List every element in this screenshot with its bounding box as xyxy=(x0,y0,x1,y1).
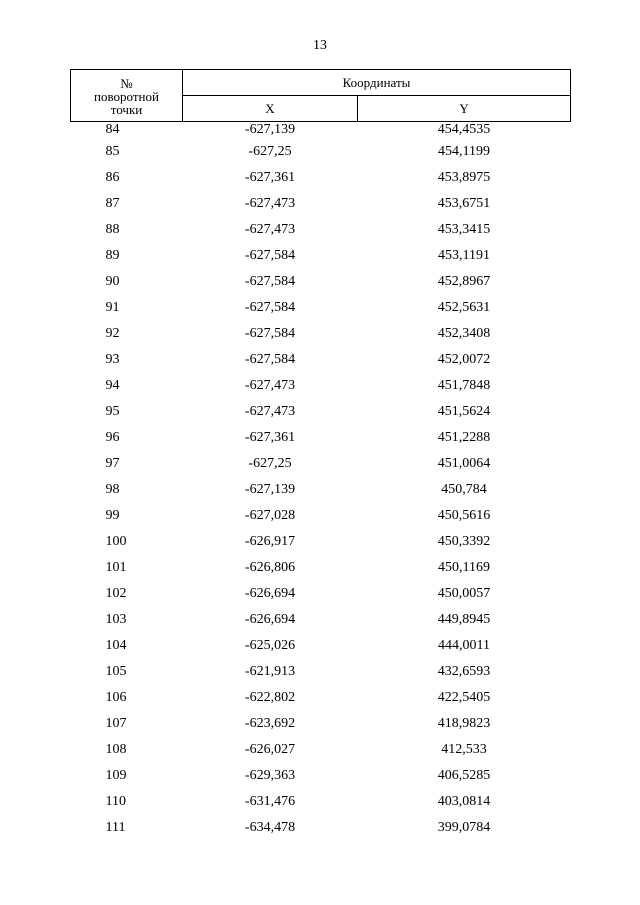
y-coordinate-cell: 450,3392 xyxy=(437,534,491,549)
x-coordinate-cell: -627,584 xyxy=(244,352,296,367)
point-number-cell: 84 xyxy=(105,122,120,137)
point-number-cell: 95 xyxy=(105,404,120,419)
x-coordinate-cell: -621,913 xyxy=(244,664,296,679)
x-coordinate-cell: -627,361 xyxy=(244,430,296,445)
point-number-cell: 111 xyxy=(105,820,126,835)
table-row xyxy=(71,763,571,789)
y-coordinate-cell: 450,1169 xyxy=(438,560,490,575)
table-row xyxy=(71,399,571,425)
point-number-cell: 99 xyxy=(105,508,120,523)
point-number-cell: 109 xyxy=(105,768,127,783)
table-row xyxy=(71,269,571,295)
point-number-cell: 106 xyxy=(105,690,127,705)
point-number-cell: 92 xyxy=(105,326,120,341)
point-number-cell: 97 xyxy=(105,456,120,471)
y-coordinate-cell: 453,6751 xyxy=(437,196,491,211)
x-coordinate-cell: -627,584 xyxy=(244,326,296,341)
x-coordinate-cell: -627,25 xyxy=(248,144,292,159)
point-number-cell: 88 xyxy=(105,222,120,237)
x-coordinate-cell: -626,694 xyxy=(244,612,296,627)
table-row xyxy=(71,737,571,763)
x-coordinate-cell: -627,473 xyxy=(244,196,296,211)
table-row xyxy=(71,165,571,191)
y-coordinate-cell: 444,0011 xyxy=(438,638,490,653)
point-number-cell: 103 xyxy=(105,612,127,627)
table-row xyxy=(71,451,571,477)
x-coordinate-cell: -629,363 xyxy=(244,768,296,783)
point-number-cell: 87 xyxy=(105,196,120,211)
point-number-cell: 105 xyxy=(105,664,127,679)
x-coordinate-cell: -627,361 xyxy=(244,170,296,185)
y-coordinate-cell: 432,6593 xyxy=(437,664,491,679)
table-row xyxy=(71,425,571,451)
y-coordinate-cell: 450,0057 xyxy=(437,586,491,601)
table-row xyxy=(71,581,571,607)
y-coordinate-cell: 453,3415 xyxy=(437,222,491,237)
table-row xyxy=(71,789,571,815)
point-number-cell: 98 xyxy=(105,482,120,497)
table-row xyxy=(71,243,571,269)
x-column-header: X xyxy=(183,96,358,122)
point-number-cell: 100 xyxy=(105,534,127,549)
x-coordinate-cell: -625,026 xyxy=(244,638,296,653)
table-row xyxy=(71,529,571,555)
point-number-cell: 90 xyxy=(105,274,120,289)
y-coordinate-cell: 452,0072 xyxy=(437,352,491,367)
point-number-cell: 101 xyxy=(105,560,127,575)
y-coordinate-cell: 451,7848 xyxy=(437,378,491,393)
table-row xyxy=(71,321,571,347)
point-number-cell: 104 xyxy=(105,638,127,653)
y-coordinate-cell: 450,784 xyxy=(441,482,487,497)
y-coordinate-cell: 453,1191 xyxy=(438,248,490,263)
page-number: 13 xyxy=(313,38,327,53)
point-number-cell: 102 xyxy=(105,586,127,601)
y-coordinate-cell: 406,5285 xyxy=(437,768,491,783)
x-coordinate-cell: -627,139 xyxy=(244,482,296,497)
table-row xyxy=(71,477,571,503)
coordinates-header: Координаты xyxy=(183,70,571,96)
x-coordinate-cell: -626,917 xyxy=(244,534,296,549)
x-coordinate-cell: -627,584 xyxy=(244,274,296,289)
point-number-cell: 108 xyxy=(105,742,127,757)
point-number-cell: 93 xyxy=(105,352,120,367)
y-coordinate-cell: 453,8975 xyxy=(437,170,491,185)
x-coordinate-cell: -626,806 xyxy=(244,560,296,575)
point-number-header-label: № поворотной точки xyxy=(94,75,159,117)
x-coordinate-cell: -626,027 xyxy=(244,742,296,757)
y-coordinate-cell: 454,1199 xyxy=(438,144,490,159)
x-coordinate-cell: -627,584 xyxy=(244,248,296,263)
x-coordinate-cell: -627,25 xyxy=(248,456,292,471)
table-row xyxy=(71,347,571,373)
x-coordinate-cell: -627,473 xyxy=(244,404,296,419)
table-row xyxy=(71,659,571,685)
x-coordinate-cell: -627,584 xyxy=(244,300,296,315)
x-coordinate-cell: -627,028 xyxy=(244,508,296,523)
point-number-cell: 96 xyxy=(105,430,120,445)
table-row xyxy=(71,373,571,399)
point-number-cell: 94 xyxy=(105,378,120,393)
x-coordinate-cell: -634,478 xyxy=(244,820,296,835)
y-coordinate-cell: 418,9823 xyxy=(437,716,491,731)
y-coordinate-cell: 403,0814 xyxy=(437,794,491,809)
x-coordinate-cell: -626,694 xyxy=(244,586,296,601)
y-coordinate-cell: 451,0064 xyxy=(437,456,491,471)
coordinates-table xyxy=(70,69,571,841)
table-row xyxy=(71,711,571,737)
y-coordinate-cell: 449,8945 xyxy=(437,612,491,627)
point-number-cell: 86 xyxy=(105,170,120,185)
table-row xyxy=(71,217,571,243)
y-coordinate-cell: 451,5624 xyxy=(437,404,491,419)
table-row xyxy=(71,633,571,659)
y-coordinate-cell: 399,0784 xyxy=(437,820,491,835)
table-row xyxy=(71,122,571,140)
point-number-header xyxy=(71,70,183,122)
point-number-cell: 89 xyxy=(105,248,120,263)
x-coordinate-cell: -623,692 xyxy=(244,716,296,731)
table-row xyxy=(71,815,571,841)
y-column-header: Y xyxy=(358,96,571,122)
y-coordinate-cell: 452,5631 xyxy=(437,300,491,315)
point-number-cell: 107 xyxy=(105,716,127,731)
x-coordinate-cell: -622,802 xyxy=(244,690,296,705)
y-coordinate-cell: 422,5405 xyxy=(437,690,491,705)
x-coordinate-cell: -627,473 xyxy=(244,222,296,237)
x-coordinate-cell: -627,139 xyxy=(244,122,296,137)
y-coordinate-cell: 451,2288 xyxy=(437,430,491,445)
table-header xyxy=(71,70,571,122)
y-coordinate-cell: 452,3408 xyxy=(437,326,491,341)
table-row xyxy=(71,503,571,529)
point-number-cell: 91 xyxy=(105,300,120,315)
y-coordinate-cell: 454,4535 xyxy=(437,122,491,137)
point-number-cell: 110 xyxy=(105,794,126,809)
x-coordinate-cell: -631,476 xyxy=(244,794,296,809)
table-body xyxy=(71,122,571,842)
y-coordinate-cell: 412,533 xyxy=(441,742,487,757)
table-row xyxy=(71,139,571,165)
point-number-cell: 85 xyxy=(105,144,120,159)
y-coordinate-cell: 450,5616 xyxy=(437,508,491,523)
table-row xyxy=(71,555,571,581)
y-coordinate-cell: 452,8967 xyxy=(437,274,491,289)
x-coordinate-cell: -627,473 xyxy=(244,378,296,393)
table-row xyxy=(71,191,571,217)
table-row xyxy=(71,295,571,321)
table-row xyxy=(71,685,571,711)
table-row xyxy=(71,607,571,633)
